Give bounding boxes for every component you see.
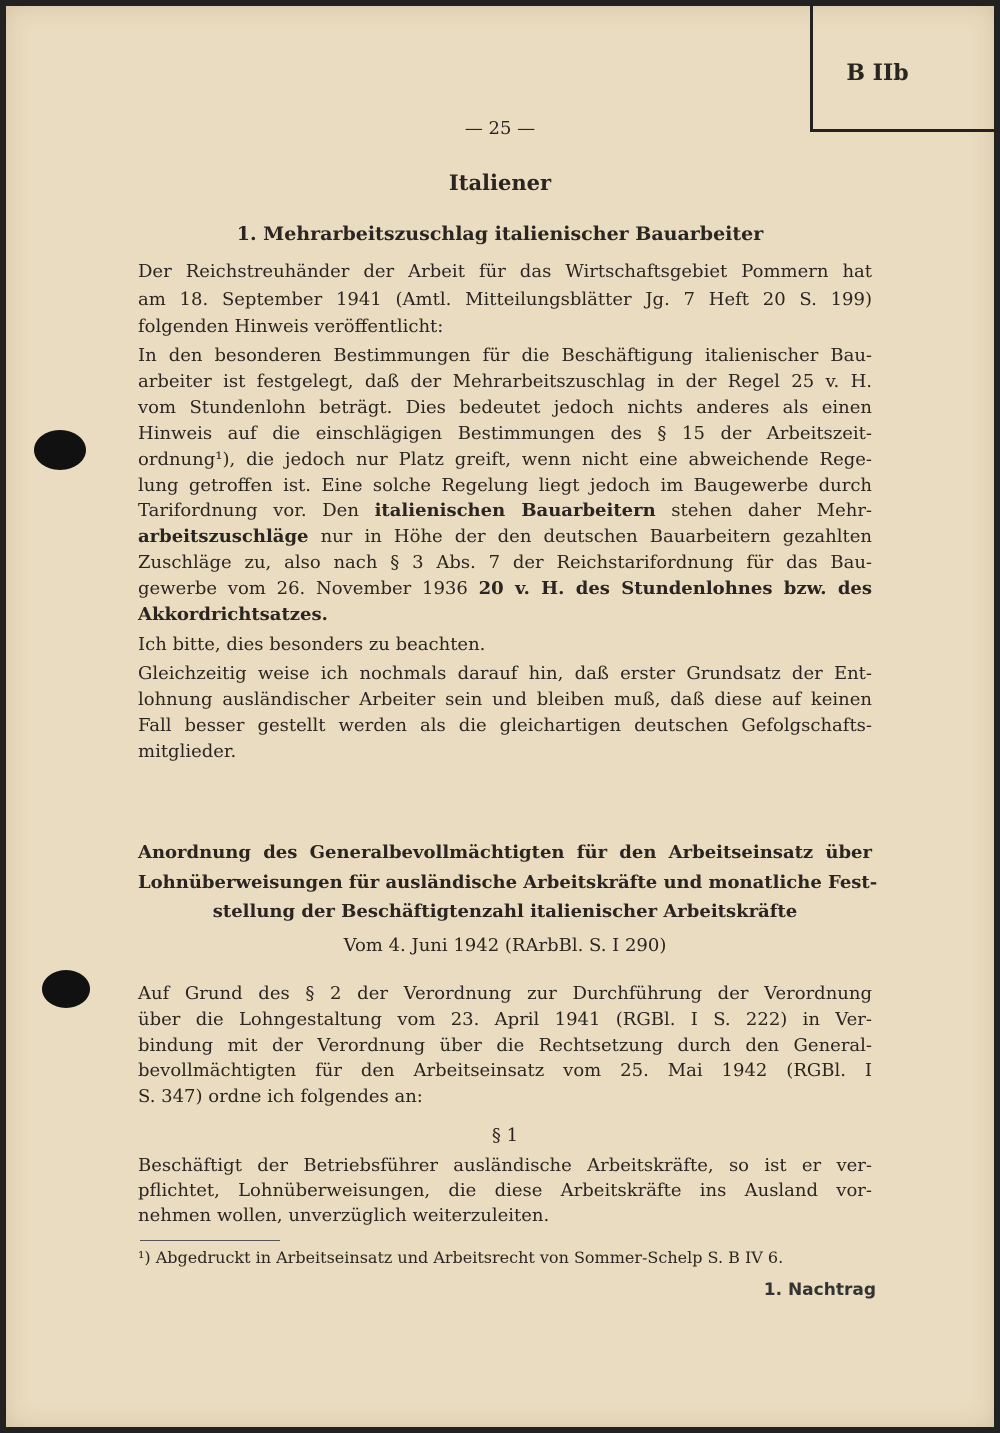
- text-line: [138, 287, 872, 313]
- text: Tarifordnung vor. Den: [138, 500, 375, 522]
- text: arbeiter ist festgelegt, daß der Mehrarbeitszuschlag in der Regel 25 v. H.: [138, 370, 872, 392]
- text: Hinweis auf die einschlägigen Bestimmungen des § 15 der Arbeitszeit-: [138, 422, 872, 444]
- text: stehen daher Mehr-: [655, 500, 873, 522]
- text: am 18. September 1941 (Amtl. Mitteilungsblätter Jg. 7 Heft 20 S. 199): [138, 288, 872, 310]
- text-line: [138, 1123, 872, 1149]
- text: bevollmächtigten für den Arbeitseinsatz vom 25. Mai 1942 (RGBl. I: [138, 1060, 872, 1082]
- bold-text: arbeitszuschläge: [138, 526, 309, 548]
- text: ordnung¹), die jedoch nur Platz greift, wenn nicht eine abweichende Rege-: [138, 448, 872, 470]
- bold-text: italienischen Bauarbeitern: [374, 500, 656, 522]
- text: Beschäftigt der Betriebsführer ausländische Arbeitskräfte, so ist er ver-: [138, 1155, 872, 1176]
- text: S. 347) ordne ich folgendes an:: [138, 1086, 423, 1108]
- text: Fall besser gestellt werden als die gleichartigen deutschen Gefolgschafts-: [138, 715, 872, 736]
- page-number: — 25 —: [464, 118, 536, 139]
- text-line: [138, 602, 872, 628]
- text-line: [138, 498, 872, 524]
- text: Auf Grund des § 2 der Verordnung zur Durchführung der Verordnung: [138, 983, 872, 1004]
- bold-text: Anordnung des Generalbevollmächtigten für den Arbeitseinsatz über: [138, 842, 872, 863]
- text: pflichtet, Lohnüberweisungen, die diese Arbeitskräfte ins Ausland vor-: [138, 1180, 872, 1201]
- text: ¹) Abgedruckt in Arbeitseinsatz und Arbeitsrecht von Sommer-Schelp S. B IV 6.: [138, 1248, 784, 1267]
- text: Gleichzeitig weise ich nochmals darauf hin, daß erster Grundsatz der Ent-: [138, 663, 872, 684]
- text-line: [138, 473, 872, 499]
- text-line: [138, 1178, 872, 1204]
- text-line: [138, 421, 872, 447]
- text: lohnung ausländischer Arbeiter sein und bleiben muß, daß diese auf keinen: [138, 689, 872, 710]
- text-line: [138, 739, 872, 765]
- section-tab-label: B IIb: [846, 60, 909, 86]
- text-line: [138, 687, 872, 713]
- text-line: [138, 981, 872, 1007]
- text: gewerbe vom 26. November 1936: [138, 578, 479, 600]
- footnote-divider: [140, 1240, 280, 1241]
- punch-hole-mark: [42, 970, 90, 1008]
- bold-text: Akkordrichtsatzes.: [138, 604, 328, 625]
- text-line: [138, 550, 872, 576]
- text: § 1: [491, 1125, 519, 1146]
- text-line: [138, 1007, 872, 1033]
- text-line: [138, 661, 872, 687]
- text-line: [138, 1245, 872, 1271]
- text-line: [138, 1153, 872, 1179]
- text-line: [138, 369, 872, 395]
- text-line: [138, 933, 872, 959]
- text: mitglieder.: [138, 741, 237, 762]
- text: Der Reichstreuhänder der Arbeit für das Wirtschaftsgebiet Pommern hat: [138, 261, 872, 282]
- text-line: [138, 840, 872, 866]
- text-line: [138, 899, 872, 925]
- tab-border: [810, 0, 813, 132]
- punch-hole-mark: [34, 430, 86, 470]
- text-line: [138, 314, 872, 340]
- text-line: [138, 447, 872, 473]
- page-title: Italiener: [448, 170, 552, 195]
- text-line: [138, 632, 872, 658]
- text-line: [138, 259, 872, 285]
- supplement-label: 1. Nachtrag: [763, 1280, 876, 1300]
- bold-text: Lohnüberweisungen für ausländische Arbeitskräfte und monatliche Fest-: [138, 871, 878, 893]
- bold-text: stellung der Beschäftigtenzahl italienischer Arbeitskräfte: [212, 901, 798, 922]
- text-line: [138, 1058, 872, 1084]
- text-line: [138, 870, 878, 896]
- text: nur in Höhe der den deutschen Bauarbeitern gezahlten: [308, 526, 872, 548]
- text: In den besonderen Bestimmungen für die Beschäftigung italienischer Bau-: [138, 345, 872, 366]
- text-line: [138, 524, 872, 550]
- text: Ich bitte, dies besonders zu beachten.: [138, 634, 486, 655]
- text: über die Lohngestaltung vom 23. April 1941 (RGBl. I S. 222) in Ver-: [138, 1008, 872, 1030]
- text: vom Stundenlohn beträgt. Dies bedeutet jedoch nichts anderes als einen: [138, 396, 872, 418]
- bold-text: 20 v. H. des Stundenlohnes bzw. des: [478, 578, 872, 600]
- text: Vom 4. Juni 1942 (RArbBl. S. I 290): [343, 935, 667, 956]
- text-line: [138, 713, 872, 739]
- text: Zuschläge zu, also nach § 3 Abs. 7 der Reichstarifordnung für das Bau-: [138, 552, 872, 574]
- text: nehmen wollen, unverzüglich weiterzuleiten.: [138, 1205, 550, 1226]
- text: lung getroffen ist. Eine solche Regelung liegt jedoch im Baugewerbe durch: [138, 474, 872, 496]
- text: bindung mit der Verordnung über die Rechtsetzung durch den General-: [138, 1034, 872, 1056]
- section-heading: 1. Mehrarbeitszuschlag italienischer Bauarbeiter: [236, 223, 764, 245]
- text-line: [138, 1033, 872, 1059]
- text-line: [138, 576, 872, 602]
- text-line: [138, 1203, 872, 1229]
- text: folgenden Hinweis veröffentlicht:: [138, 316, 444, 337]
- text-line: [138, 1084, 872, 1110]
- text-line: [138, 395, 872, 421]
- text-line: [138, 343, 872, 369]
